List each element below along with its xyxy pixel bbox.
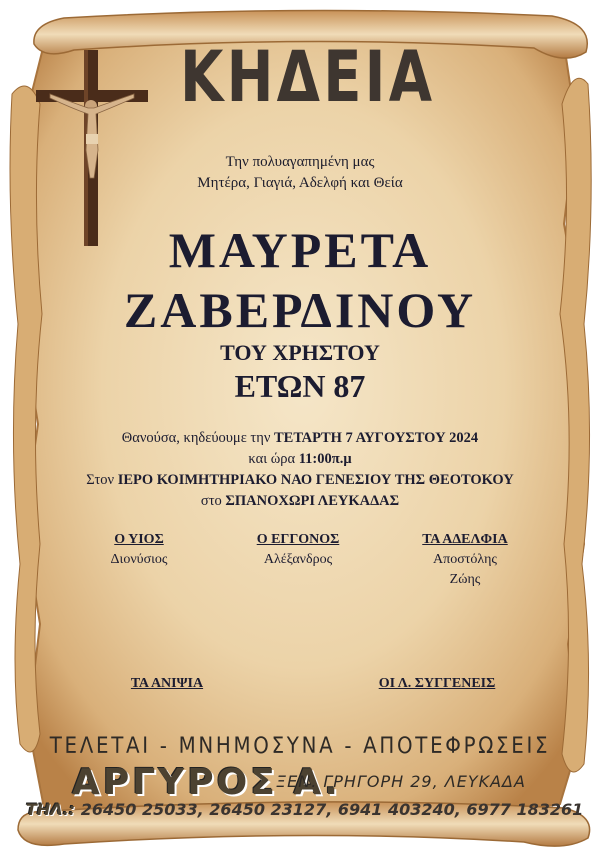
intro-text [150, 152, 450, 194]
funeral-home-address: ΞΕΝ. ΓΡΗΓΟΡΗ 29, ΛΕΥΚΑΔΑ [276, 772, 526, 791]
intro-line-1: Την πολυαγαπημένη μας [225, 154, 375, 170]
page-title: ΚΗΔΕΙΑ [180, 36, 436, 118]
service-line-2 [30, 449, 570, 470]
service-line-4-prefix: στο [200, 493, 222, 509]
relatives-others [352, 674, 522, 694]
relatives-siblings-heading: ΤΑ ΑΔΕΛΦΙΑ [422, 532, 508, 547]
relatives-son-heading: Ο ΥΙΟΣ [114, 532, 164, 547]
relatives-grandson-name: Αλέξανδρος [263, 552, 333, 567]
relatives-son [84, 530, 194, 570]
service-line-1 [30, 428, 570, 449]
phone-label: ΤΗΛ.: [26, 800, 76, 819]
service-line-2-prefix: και ώρα [248, 451, 296, 467]
intro-line-2: Μητέρα, Γιαγιά, Αδελφή και Θεία [197, 175, 403, 191]
service-line-1-prefix: Θανούσα, κηδεύουμε την [121, 430, 271, 446]
service-village: ΣΠΑΝΟΧΩΡΙ ΛΕΥΚΑΔΑΣ [225, 493, 400, 509]
funeral-home-brand: ΑΡΓΥΡΟΣ Α. [72, 762, 341, 803]
deceased-first-name: ΜΑΥΡΕΤΑ [168, 222, 432, 278]
deceased-father: ΤΟΥ ΧΡΗΣΤΟΥ [220, 340, 380, 365]
relatives-grandson-heading: Ο ΕΓΓΟΝΟΣ [256, 532, 340, 547]
service-time: 11:00π.μ [298, 451, 352, 467]
service-line-3 [30, 470, 570, 491]
relatives-grandson [236, 530, 360, 570]
relatives-nephews [112, 674, 222, 694]
service-church: ΙΕΡΟ ΚΟΙΜΗΤΗΡΙΑΚΟ ΝΑΟ ΓΕΝΕΣΙΟΥ ΤΗΣ ΘΕΟΤΟΚΟΥ [117, 472, 514, 488]
deceased-age: ΕΤΩΝ 87 [234, 368, 366, 404]
deceased-surname: ΖΑΒΕΡΔΙΝΟΥ [123, 282, 477, 338]
funeral-services-line: ΤΕΛΕΤΑΙ - ΜΝΗΜΟΣΥΝΑ - ΑΠΟΤΕΦΡΩΣΕΙΣ [49, 734, 551, 759]
service-date: ΤΕΤΑΡΤΗ 7 ΑΥΓΟΥΣΤΟΥ 2024 [274, 430, 479, 446]
funeral-home-phones [26, 800, 584, 819]
service-details [30, 428, 570, 512]
relatives-siblings-name-1: Αποστόλης [433, 552, 497, 567]
relatives-nephews-heading: ΤΑ ΑΝΙΨΙΑ [130, 676, 204, 691]
relatives-siblings-name-2: Ζώης [449, 572, 481, 587]
relatives-son-name: Διονύσιος [110, 552, 168, 567]
phone-numbers: 26450 25033, 26450 23127, 6941 403240, 6977 183261 [80, 800, 584, 819]
relatives-siblings [400, 530, 530, 590]
relatives-others-heading: ΟΙ Λ. ΣΥΓΓΕΝΕΙΣ [378, 676, 496, 691]
service-line-3-prefix: Στον [86, 472, 115, 488]
service-line-4 [30, 491, 570, 512]
